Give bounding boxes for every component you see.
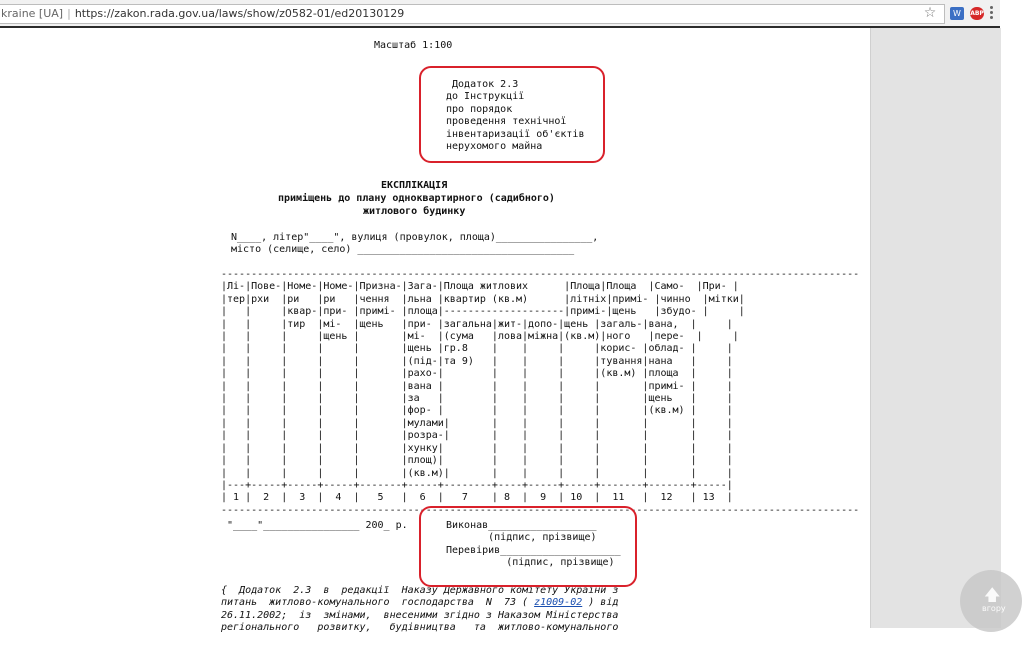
- document-title: ЕКСПЛІКАЦІЯ: [381, 180, 448, 191]
- browser-toolbar: [0, 0, 1000, 29]
- arrow-up-icon: 🡅: [984, 585, 1001, 604]
- address-fields: N____, літер"____", вулиця (провулок, площа)________________, місто (селище, село) ____________________________________: [231, 232, 599, 256]
- edition-note-suffix: ) від 26.11.2002; із змінами, внесеними згідно з Наказом Міністерства регіонального розвитку, будівництва та житлово-комунального: [221, 597, 619, 634]
- page-side-margin[interactable]: [870, 28, 1001, 628]
- bookmark-star-icon[interactable]: ☆: [923, 5, 937, 21]
- addendum-note: Додаток 2.3 до Інструкції про порядок проведення технічної інвентаризації об'єктів нерухомого майна: [446, 79, 585, 153]
- amendment-link[interactable]: z1009-02: [534, 597, 583, 609]
- adblock-extension-icon[interactable]: ABP: [970, 7, 984, 20]
- edition-note-prefix: { Додаток 2.3 в редакції Наказу Державного комітету України з питань житлово-комунального господарства N 73 (: [221, 585, 619, 609]
- document-subtitle-line2: житлового будинку: [363, 206, 466, 217]
- document-subtitle: приміщень до плану одноквартирного (садибного): [278, 193, 555, 204]
- edition-note: [221, 585, 618, 635]
- menu-icon[interactable]: [990, 6, 994, 22]
- highlight-box-signatures: [419, 506, 637, 587]
- url-text[interactable]: https://zakon.rada.gov.ua/laws/show/z0582-01/ed20130129: [74, 7, 405, 20]
- site-security-label[interactable]: kraine [UA]: [1, 7, 64, 20]
- explication-table: ---------------------------------------------------------------------------------------------------------- |Лі-|Пове-|Номе-|Номе-|Призна-|Зага-|Площа житлових |Площа|Площа |Само- |При- | |тер|рхи |ри |ри |чення |льна |квартир (кв.м) |літніх|примі- |чинно |мітки| | | |квар-|при- |примі- |площа|--------------------|примі-|щень |збудо- | | | | |тир |мі- |щень |при- |загальна|жит-|допо-|щень |загаль-|вана, | | | | | |щень | |мі- |(сума |лова|міжна|(кв.м)|ного |пере- | | | | | | | |щень |гр.8 | | | |корис- |облад- | | | | | | | |(під-|та 9) | | | |тування|нана | | | | | | | |рахо-| | | | |(кв.м) |площа | | | | | | | |вана | | | | | |примі- | | | | | | | |за | | | | | |щень | | | | | | | |фор- | | | | | |(кв.м) | | | | | | | |мулами| | | | | | | | | | | | | |розра-| | | | | | | | | | | | | |хунку| | | | | | | | | | | | | |площ)| | | | | | | | | | | | | |(кв.м)| | | | | | | | |---+-----+-----+-----+-------+-----+--------+----+-----+-----+-------+-------+-----| | 1 | 2 | 3 | 4 | 5 | 6 | 7 | 8 | 9 | 10 | 11 | 12 | 13 | ----------------------------------------------------------------------------------------------------------: [221, 269, 860, 516]
- signature-block: Виконав__________________ (підпис, прізвище) Перевірив____________________ (підпис, прізвище): [446, 520, 621, 569]
- address-separator: |: [67, 7, 71, 20]
- scale-label: Масштаб 1:100: [374, 40, 453, 51]
- scroll-to-top-button[interactable]: [960, 570, 1022, 632]
- highlight-box-addendum: [419, 66, 605, 163]
- scroll-to-top-label: вгору: [982, 604, 1006, 613]
- date-line: "____"________________ 200_ р.: [227, 520, 408, 531]
- address-bar[interactable]: [0, 4, 945, 24]
- translate-extension-icon[interactable]: W: [950, 7, 964, 20]
